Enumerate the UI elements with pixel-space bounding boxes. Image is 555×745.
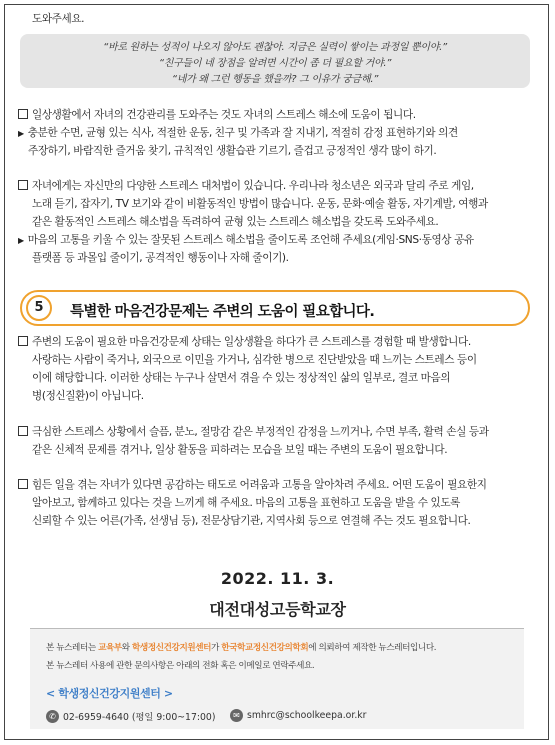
triangle-bullet-icon: ▶ xyxy=(18,236,24,245)
paragraph-line: 사랑하는 사람이 죽거나, 외국으로 이민을 가거나, 심각한 병으로 진단받았을 때 느끼는 스트레스 등이 xyxy=(32,354,477,366)
footer-line-1 xyxy=(46,641,436,653)
footer-text: 와 xyxy=(121,643,133,653)
paragraph-line: 극심한 스트레스 상황에서 슬픔, 분노, 절망감 같은 부정적인 감정을 느끼거나, 수면 부족, 활력 손실 등과 xyxy=(32,426,489,438)
email-icon: ✉ xyxy=(230,709,243,722)
paragraph-health-care xyxy=(18,106,458,160)
paragraph-line: 마음의 고통을 키울 수 있는 잘못된 스트레스 해소법을 줄이도록 조언해 주세요(게임·SNS·동영상 공유 xyxy=(27,234,474,246)
section-title: 특별한 마음건강문제는 주변의 도움이 필요합니다. xyxy=(70,304,375,320)
triangle-bullet-icon: ▶ xyxy=(18,129,24,138)
checkbox-square-icon xyxy=(18,426,28,436)
checkbox-square-icon xyxy=(18,180,28,190)
paragraph-line: 주변의 도움이 필요한 마음건강문제 상태는 일상생활을 하다가 큰 스트레스를 경험할 때 발생합니다. xyxy=(32,336,471,348)
intro-fragment: 도와주세요. xyxy=(32,13,85,25)
school-principal: 대전대성고등학교장 xyxy=(209,600,346,619)
center-name: < 학생정신건강지원센터 > xyxy=(46,687,173,700)
paragraph-extreme-stress xyxy=(18,423,489,459)
org-society: 한국학교정신건강의학회 xyxy=(221,643,309,653)
paragraph-line: 일상생활에서 자녀의 건강관리를 도와주는 것도 자녀의 스트레스 해소에 도움이 됩니다. xyxy=(32,109,416,121)
issue-date: 2022. 11. 3. xyxy=(220,569,335,588)
phone-icon: ✆ xyxy=(46,710,59,723)
footer-text: 본 뉴스레터는 xyxy=(46,643,99,653)
paragraph-line: 병(정신질환)이 아닙니다. xyxy=(32,390,144,402)
paragraph-line: 이에 해당합니다. 이러한 상태는 누구나 살면서 겪을 수 있는 정상적인 삶의 일부로, 결코 마음의 xyxy=(32,372,451,384)
quote-box xyxy=(20,34,530,88)
quote-2: “친구들이 네 장점을 알려면 시간이 좀 더 필요할 거야.” xyxy=(158,58,392,69)
email-address: smhrc@schoolkeepa.or.kr xyxy=(247,710,367,721)
quote-1: “바로 원하는 성적이 나오지 않아도 괜찮아. 지금은 실력이 쌓이는 과정일 뿐이야.” xyxy=(103,42,447,53)
paragraph-line: 플랫폼 등 과몰입 줄이기, 공격적인 행동이나 자해 줄이기). xyxy=(32,252,289,264)
checkbox-square-icon xyxy=(18,479,28,489)
paragraph-line: 같은 신체적 문제를 겪거나, 일상 활동을 피하려는 모습을 보일 때는 주변의 도움이 필요합니다. xyxy=(32,444,448,456)
footer-text: 에 의뢰하여 제작한 뉴스레터입니다. xyxy=(308,643,437,653)
paragraph-line: 충분한 수면, 균형 있는 식사, 적절한 운동, 친구 및 가족과 잘 지내기, 적절히 감정 표현하기와 의견 xyxy=(27,127,458,139)
paragraph-line: 같은 활동적인 스트레스 해소법을 독려하여 균형 있는 스트레스 해소법을 갖도록 도와주세요. xyxy=(32,216,439,228)
checkbox-square-icon xyxy=(18,336,28,346)
org-ministry: 교육부 xyxy=(98,643,122,653)
phone-contact[interactable] xyxy=(46,709,215,723)
paragraph-line: 알아보고, 함께하고 있다는 것을 느끼게 해 주세요. 마음의 고통을 표현하고 도움을 받을 수 있도록 xyxy=(32,497,461,509)
email-contact[interactable] xyxy=(230,709,367,722)
phone-number: 02-6959-4640 (평일 9:00~17:00) xyxy=(63,712,216,723)
footer-text: 가 xyxy=(211,643,222,653)
section-5-header xyxy=(20,290,530,326)
paragraph-empathy xyxy=(18,476,487,530)
section-number: 5 xyxy=(26,295,52,321)
paragraph-line: 신뢰할 수 있는 어른(가족, 선생님 등), 전문상담기관, 지역사회 등으로 연결해 주는 것도 필요합니다. xyxy=(32,515,471,527)
newsletter-footer xyxy=(30,628,524,729)
paragraph-line: 힘든 일을 겪는 자녀가 있다면 공감하는 태도로 어려움과 고통을 알아차려 주세요. 어떤 도움이 필요한지 xyxy=(32,479,487,491)
footer-line-2: 본 뉴스레터 사용에 관한 문의사항은 아래의 전화 혹은 이메일로 연락주세요. xyxy=(46,661,315,671)
paragraph-coping xyxy=(18,177,488,267)
paragraph-line: 주장하기, 바람직한 즐거움 찾기, 규칙적인 생활습관 기르기, 즐겁고 긍정적인 생각 많이 하기. xyxy=(28,145,437,157)
paragraph-line: 노래 듣기, 잡자기, TV 보기와 같이 비활동적인 방법이 많습니다. 운동, 문화·예술 활동, 자기계발, 여행과 xyxy=(32,198,488,210)
checkbox-square-icon xyxy=(18,109,28,119)
org-center: 학생정신건강지원센터 xyxy=(132,643,212,653)
quote-3: “네가 왜 그런 행동을 했을까? 그 이유가 궁금해.” xyxy=(171,74,379,85)
paragraph-line: 자녀에게는 자신만의 다양한 스트레스 대처법이 있습니다. 우리나라 청소년은 외국과 달리 주로 게임, xyxy=(32,180,474,192)
paragraph-mental-health xyxy=(18,333,477,405)
